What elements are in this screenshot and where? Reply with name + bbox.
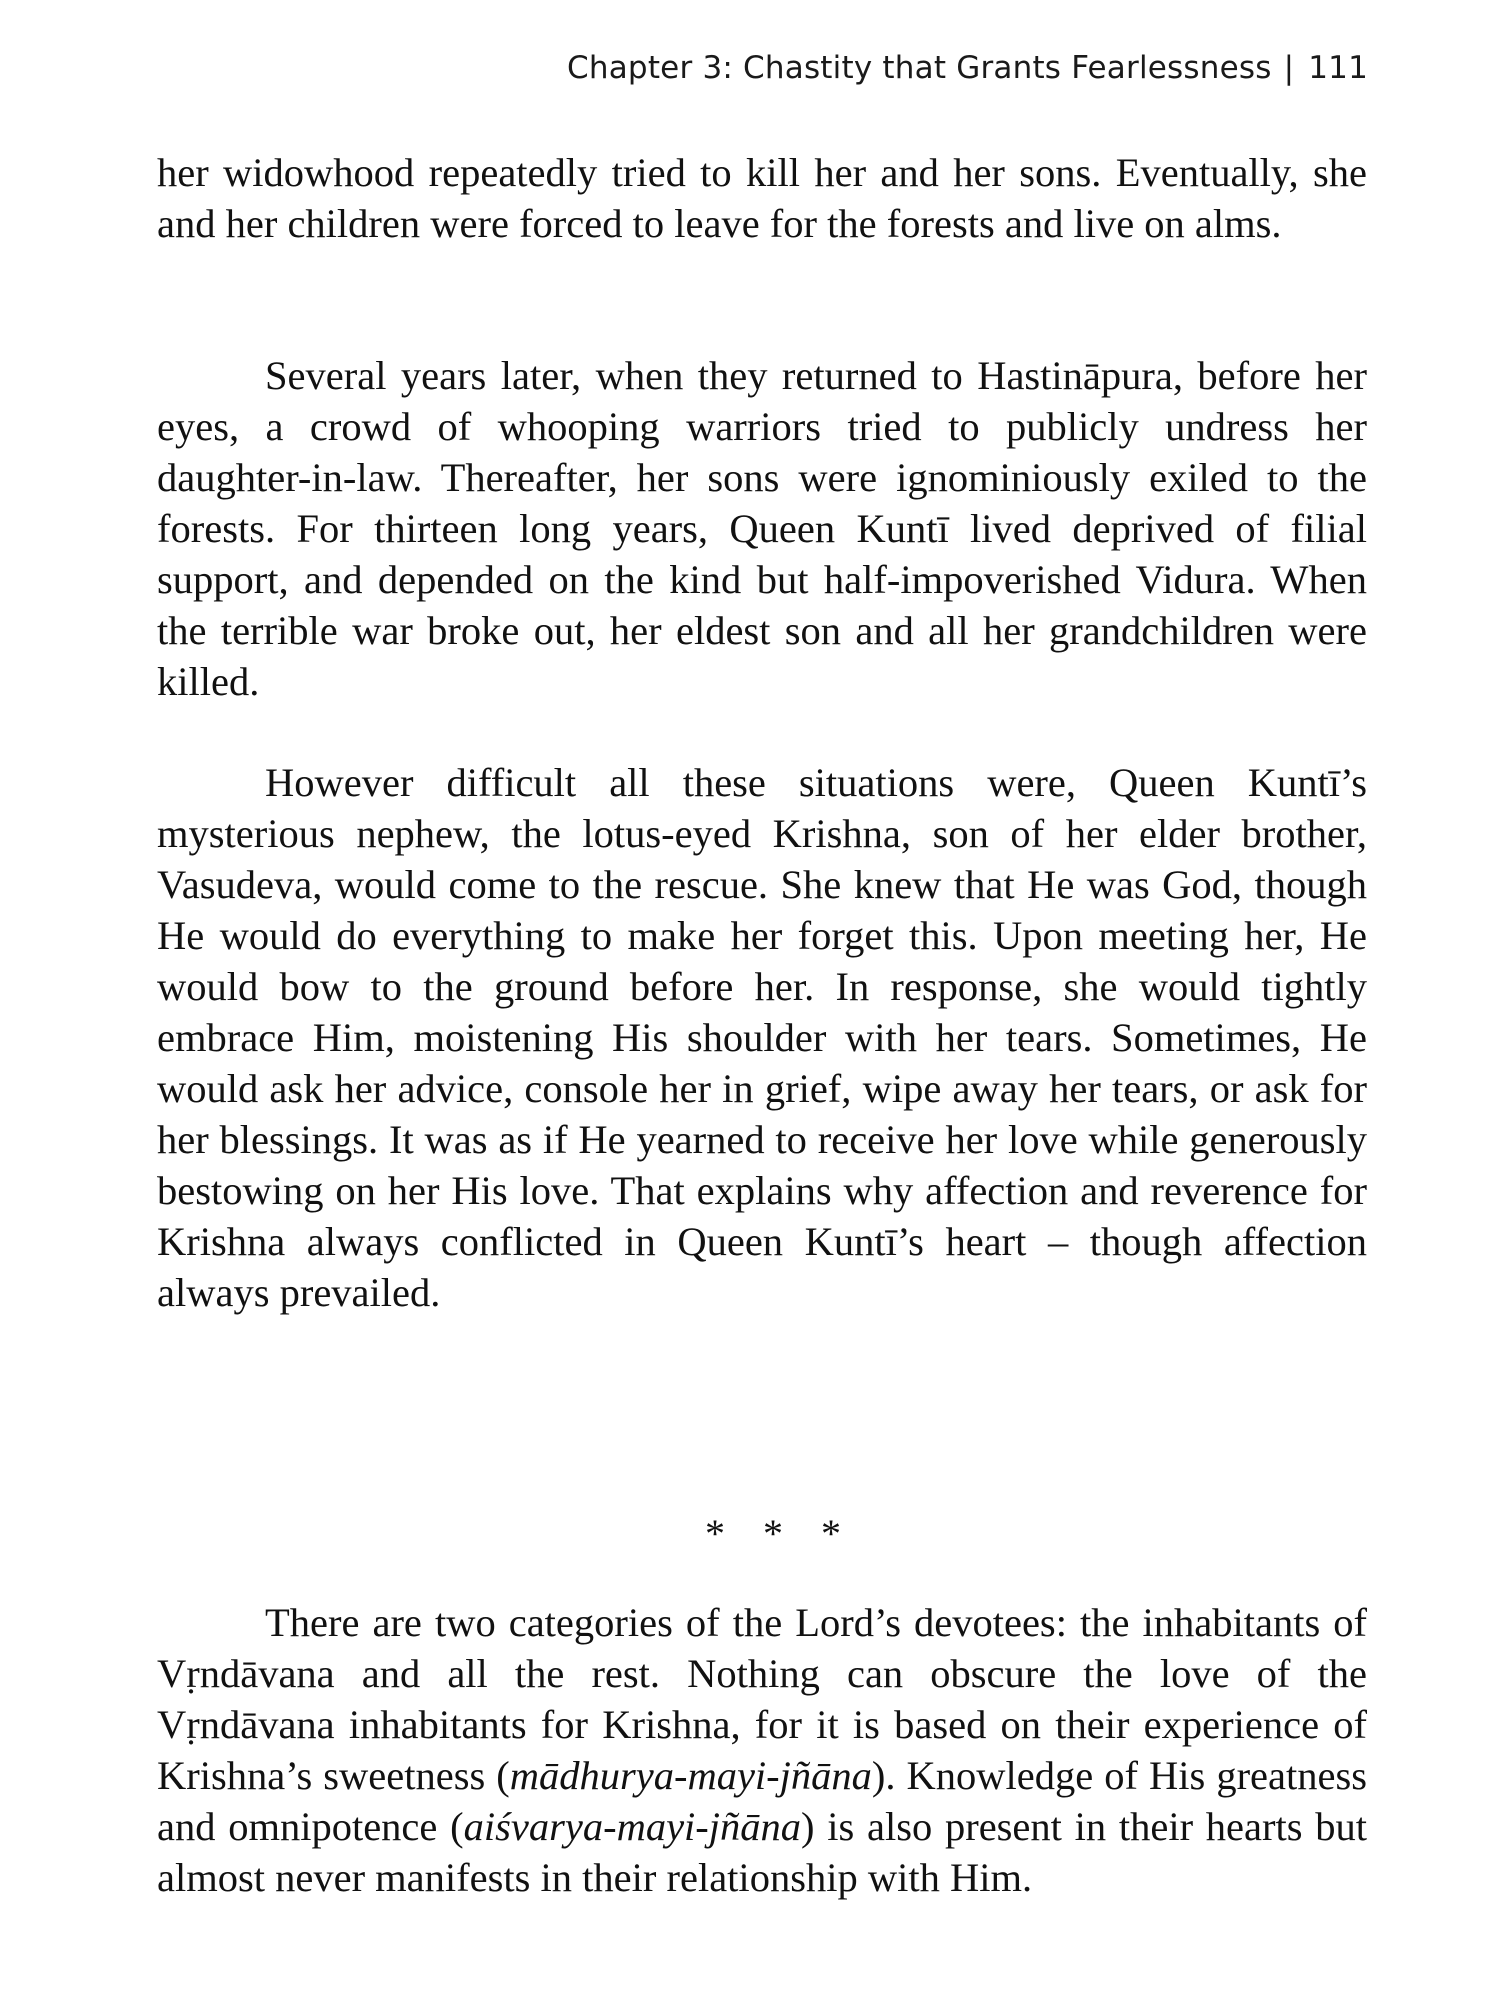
chapter-title: Chapter 3: Chastity that Grants Fearlessness [567,50,1272,86]
devotees-text-part-2: ). Knowledge of His greatness and omnipotence ( [157,1753,1368,1849]
paragraph-widowhood: her widowhood repeatedly tried to kill her and her sons. Eventually, she and her children were forced to leave for the forests and live on alms. [157,150,1367,246]
term-aisvarya-mayi-jnana: aiśvarya-mayi-jñāna [463,1804,802,1849]
page-number: 111 [1308,50,1368,86]
paragraph-krishna-rescue: However difficult all these situations were, Queen Kuntī’s mysterious nephew, the lotus-eyed Krishna, son of her elder brother, Vasudeva, would come to the rescue. She knew that He was God, though He would do everything to make her forget this. Upon meeting her, He would bow to the ground before her. In response, she would tightly embrace Him, moistening His shoulder with her tears. Sometimes, He would ask her advice, console her in grief, wipe away her tears, or ask for her blessings. It was as if He yearned to receive her love while generously bestowing on her His love. That explains why affection and reverence for Krishna always conflicted in Queen Kuntī’s heart – though affection always prevailed. [157,760,1367,1315]
paragraph-hastinapura: Several years later, when they returned to Hastināpura, before her eyes, a crowd of whooping warriors tried to publicly undress her daughter-in-law. Thereafter, her sons were ignominiously exiled to the forests. For thirteen long years, Queen Kuntī lived deprived of filial support, and depended on the kind but half-impoverished Vidura. When the terrible war broke out, her eldest son and all her grandchildren were killed. [157,353,1367,704]
running-header [567,50,1368,86]
section-break-asterisks: * * * [705,1511,855,1556]
term-madhurya-mayi-jnana: mādhurya-mayi-jñāna [509,1753,872,1798]
devotees-text-part-3: ) is also present in their hearts but almost never manifests in their relationship with Him. [157,1804,1367,1900]
paragraph-devotee-categories [157,1597,1367,1903]
header-separator: | [1283,50,1295,86]
devotees-text-part-1: There are two categories of the Lord’s devotees: the inhabitants of Vṛndāvana and all the rest. Nothing can obscure the love of the Vṛndāvana inhabitants for Krishna, for it is based on their experience of Krishna’s sweetness ( [157,1600,1367,1798]
